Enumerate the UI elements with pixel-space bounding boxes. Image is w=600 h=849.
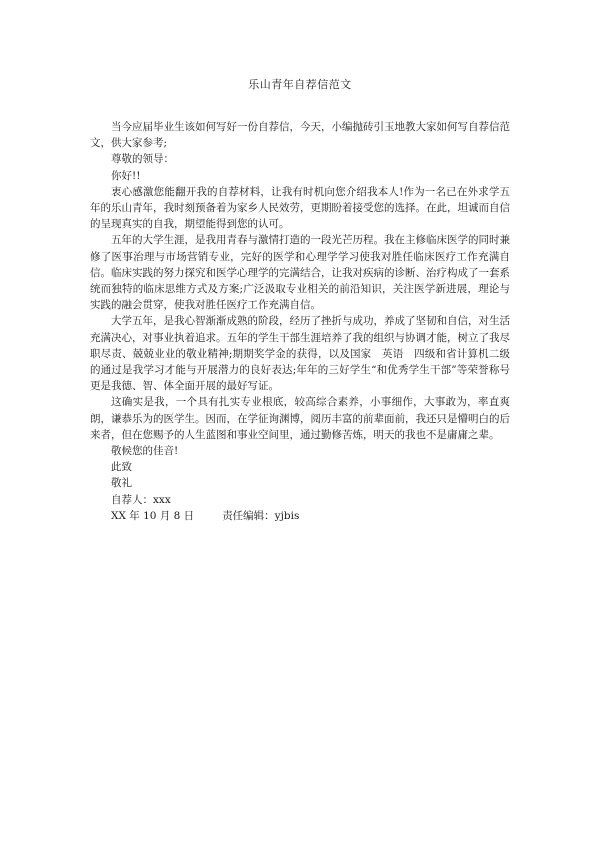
body-paragraph-3: 大学五年，是我心智渐渐成熟的阶段，经历了挫折与成功，养成了坚韧和自信，对生活充满决心，对事业执着追求。五年的学生干部生涯培养了我的组织与协调才能，树立了我尽职尽责、兢兢业业的敬业精神;期期奖学金的获得，以及国家 英语 四级和省计算机二级的通过是我学习才能与开展潜力的良好表达;年年的三好学生“和优秀学生干部”等荣誉称号更是我德、智、体全面开展的最好写证。 bbox=[90, 315, 510, 393]
greeting: 你好!! bbox=[111, 169, 141, 182]
closing-1: 此致 bbox=[111, 461, 132, 474]
body-paragraph-2: 五年的大学生涯，是我用青春与激情打造的一段光芒历程。我在主修临床医学的同时兼修了医事治理与市场营销专业，完好的医学和心理学学习使我对胜任临床医疗工作充满自信。临床实践的努力探究和医学心理学的完满结合，让我对疾病的诊断、治疗构成了一套系统而独特的临床思维方式及方案;广泛汲取专业相关的前沿知识，关注医学新进展，理论与实践的融会贯穿，使我对胜任医疗工作充满自信。 bbox=[90, 234, 510, 312]
body-paragraph-4: 这确实是我，一个具有扎实专业根底，较高综合素养，小事细作，大事敢为，率直爽朗，谦恭乐为的医学生。因而，在学征询渊博，阅历丰富的前辈面前，我还只是懵明白的后来者，但在您赐予的人生蓝图和事业空间里，通过勤修苦炼，明天的我也不是庸庸之辈。 bbox=[90, 396, 510, 441]
signer: 自荐人：xxx bbox=[111, 493, 171, 506]
date-editor-line bbox=[90, 508, 510, 524]
intro-paragraph: 当今应届毕业生该如何写好一份自荐信，今天，小编抛砖引玉地教大家如何写自荐信范文，供大家参考; bbox=[90, 121, 510, 150]
closing-2: 敬礼 bbox=[111, 477, 132, 490]
editor-credit: 责任编辑：yjbis bbox=[222, 509, 300, 522]
body-paragraph-1: 衷心感激您能翻开我的自荐材料，让我有时机向您介绍我本人!作为一名已在外求学五年的乐山青年，我时刻预备着为家乡人民效劳，更期盼着接受您的选择。在此，坦诚而自信的呈现真实的自我，期望能得到您的认可。 bbox=[90, 185, 510, 231]
salutation: 尊敬的领导： bbox=[111, 153, 174, 166]
document-title: 乐山青年自荐信范文 bbox=[248, 78, 352, 91]
letter-date: XX 年 10 月 8 日 bbox=[111, 509, 195, 522]
closing-wish: 敬候您的佳音! bbox=[111, 445, 179, 458]
letter-body bbox=[90, 119, 510, 524]
